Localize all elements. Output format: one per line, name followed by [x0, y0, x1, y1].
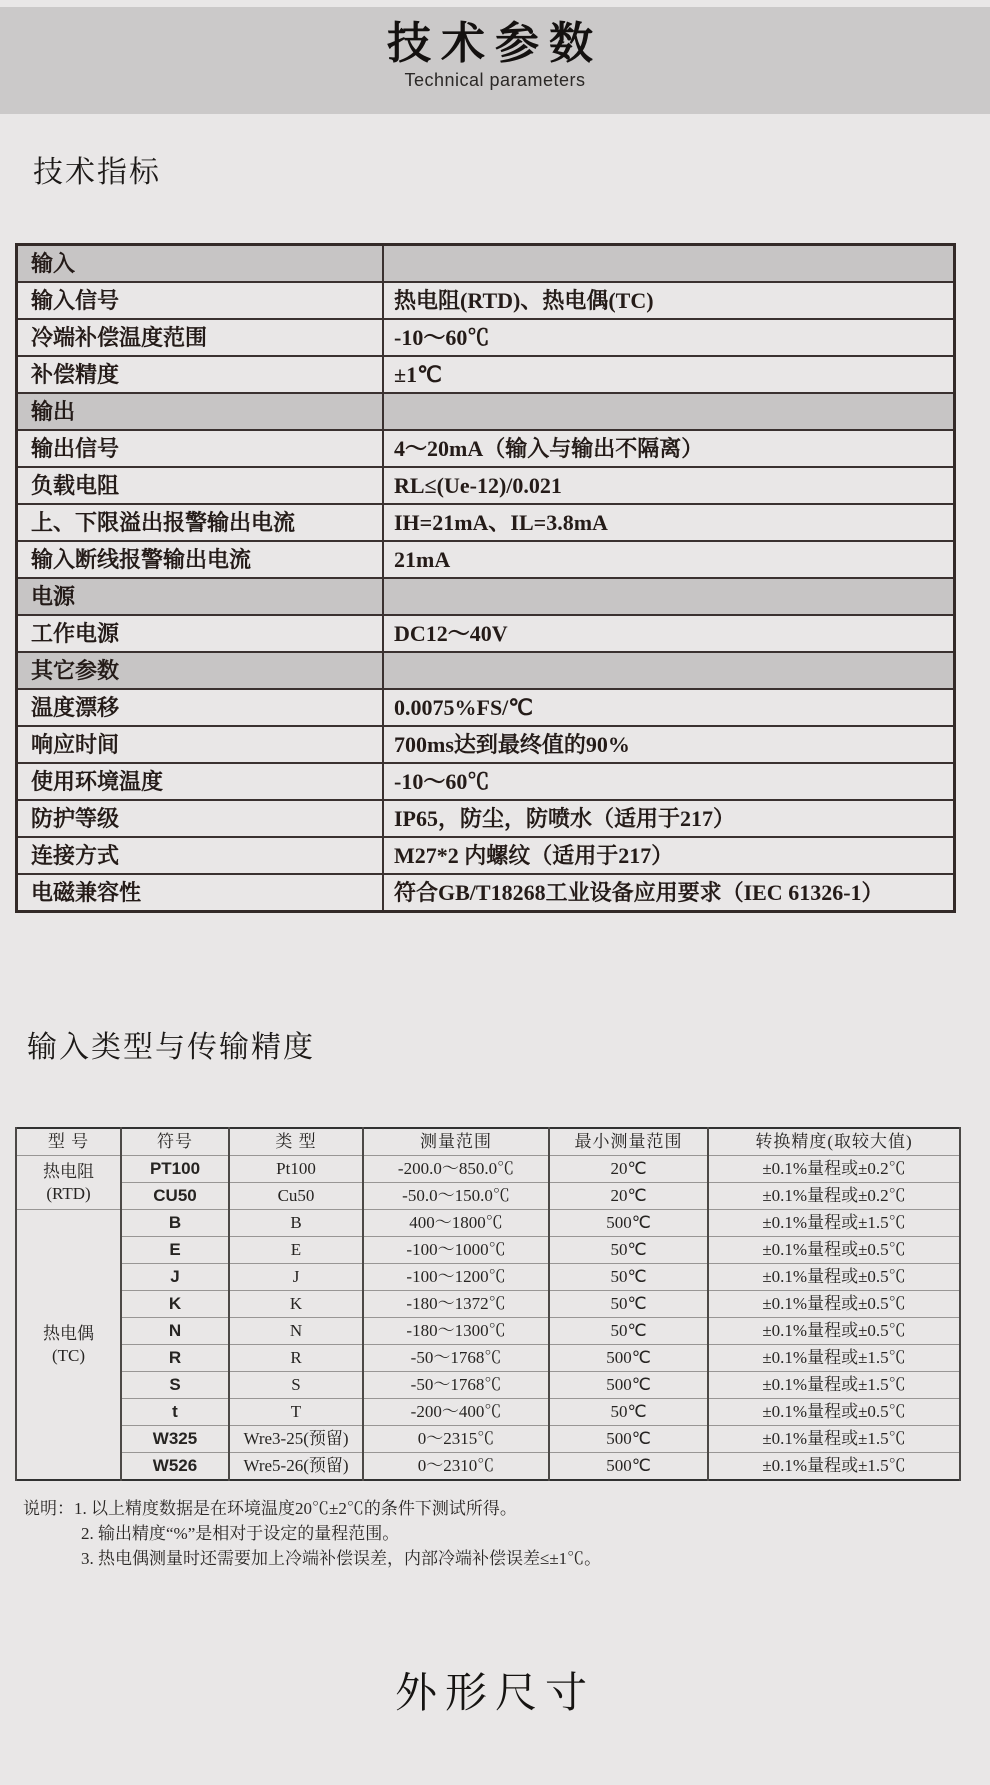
- spec-row: [17, 430, 955, 467]
- accuracy-cell-symbol: J: [121, 1264, 229, 1291]
- accuracy-cell-min: 500℃: [549, 1426, 708, 1453]
- accuracy-cell-acc: ±0.1%量程或±1.5℃: [708, 1453, 960, 1481]
- spec-label: 使用环境温度: [17, 763, 384, 800]
- spec-label: 输入: [17, 245, 384, 283]
- page-title: 技术参数: [387, 19, 603, 68]
- spec-label: 输出信号: [17, 430, 384, 467]
- accuracy-table-body: [16, 1156, 960, 1481]
- accuracy-cell-type: Wre5-26(预留): [229, 1453, 363, 1481]
- accuracy-model-line: (RTD): [46, 1183, 91, 1203]
- spec-row: [17, 467, 955, 504]
- accuracy-cell-range: 0～2315℃: [363, 1426, 549, 1453]
- header-band: [0, 7, 990, 114]
- accuracy-cell-min: 500℃: [549, 1210, 708, 1237]
- accuracy-cell-min: 20℃: [549, 1183, 708, 1210]
- accuracy-cell-range: -180～1372℃: [363, 1291, 549, 1318]
- accuracy-model-line: 热电偶: [43, 1323, 94, 1343]
- accuracy-cell-min: 500℃: [549, 1453, 708, 1481]
- accuracy-header-cell: 转换精度(取较大值): [708, 1128, 960, 1156]
- accuracy-cell-range: -50.0～150.0℃: [363, 1183, 549, 1210]
- accuracy-cell-range: -100～1200℃: [363, 1264, 549, 1291]
- accuracy-cell-symbol: E: [121, 1237, 229, 1264]
- spec-label: 输出: [17, 393, 384, 430]
- input-type-heading: 输入类型与传输精度: [27, 1031, 315, 1064]
- accuracy-cell-type: E: [229, 1237, 363, 1264]
- notes-list: [23, 1496, 973, 1571]
- spec-value: M27*2 内螺纹（适用于217）: [383, 837, 955, 874]
- accuracy-header-cell: 测量范围: [363, 1128, 549, 1156]
- accuracy-cell-min: 50℃: [549, 1237, 708, 1264]
- accuracy-cell-range: -100～1000℃: [363, 1237, 549, 1264]
- note-line: 2. 输出精度“%”是相对于设定的量程范围。: [81, 1524, 400, 1543]
- accuracy-cell-symbol: B: [121, 1210, 229, 1237]
- spec-value: ±1℃: [383, 356, 955, 393]
- accuracy-cell-symbol: S: [121, 1372, 229, 1399]
- spec-row: [17, 504, 955, 541]
- spec-value: [383, 393, 955, 430]
- accuracy-cell-range: -200.0～850.0℃: [363, 1156, 549, 1183]
- spec-label: 其它参数: [17, 652, 384, 689]
- accuracy-row: [16, 1318, 960, 1345]
- spec-value: 0.0075%FS/℃: [383, 689, 955, 726]
- accuracy-header-cell: 型 号: [16, 1128, 121, 1156]
- spec-value: [383, 578, 955, 615]
- spec-row: [17, 356, 955, 393]
- spec-label: 冷端补偿温度范围: [17, 319, 384, 356]
- accuracy-header-cell: 类 型: [229, 1128, 363, 1156]
- accuracy-row: [16, 1183, 960, 1210]
- spec-section-row: [17, 578, 955, 615]
- spec-label: 补偿精度: [17, 356, 384, 393]
- tech-spec-heading: 技术指标: [33, 156, 161, 189]
- spec-label: 电磁兼容性: [17, 874, 384, 912]
- spec-value: IH=21mA、IL=3.8mA: [383, 504, 955, 541]
- accuracy-row: [16, 1210, 960, 1237]
- spec-value: 21mA: [383, 541, 955, 578]
- accuracy-cell-symbol: W526: [121, 1453, 229, 1481]
- spec-row: [17, 800, 955, 837]
- accuracy-table: [15, 1127, 961, 1481]
- spec-row: [17, 615, 955, 652]
- accuracy-model-cell: [16, 1210, 121, 1481]
- accuracy-table-container: [15, 1127, 961, 1481]
- spec-value: [383, 245, 955, 283]
- accuracy-cell-symbol: t: [121, 1399, 229, 1426]
- spec-label: 温度漂移: [17, 689, 384, 726]
- accuracy-cell-symbol: R: [121, 1345, 229, 1372]
- accuracy-cell-acc: ±0.1%量程或±0.5℃: [708, 1291, 960, 1318]
- accuracy-cell-type: Wre3-25(预留): [229, 1426, 363, 1453]
- accuracy-cell-min: 500℃: [549, 1372, 708, 1399]
- accuracy-cell-type: T: [229, 1399, 363, 1426]
- accuracy-cell-range: -200～400℃: [363, 1399, 549, 1426]
- accuracy-row: [16, 1237, 960, 1264]
- accuracy-cell-symbol: N: [121, 1318, 229, 1345]
- accuracy-cell-type: N: [229, 1318, 363, 1345]
- accuracy-cell-type: Cu50: [229, 1183, 363, 1210]
- spec-label: 防护等级: [17, 800, 384, 837]
- accuracy-cell-acc: ±0.1%量程或±1.5℃: [708, 1210, 960, 1237]
- accuracy-cell-acc: ±0.1%量程或±0.5℃: [708, 1264, 960, 1291]
- accuracy-model-cell: [16, 1156, 121, 1210]
- accuracy-header-cell: 符号: [121, 1128, 229, 1156]
- accuracy-cell-acc: ±0.1%量程或±1.5℃: [708, 1426, 960, 1453]
- accuracy-cell-acc: ±0.1%量程或±0.5℃: [708, 1318, 960, 1345]
- spec-row: [17, 282, 955, 319]
- accuracy-cell-acc: ±0.1%量程或±0.5℃: [708, 1237, 960, 1264]
- spec-row: [17, 726, 955, 763]
- accuracy-row: [16, 1372, 960, 1399]
- accuracy-header-cell: 最小测量范围: [549, 1128, 708, 1156]
- page-subtitle: Technical parameters: [404, 70, 586, 90]
- accuracy-cell-min: 20℃: [549, 1156, 708, 1183]
- accuracy-cell-range: -50～1768℃: [363, 1372, 549, 1399]
- accuracy-cell-type: B: [229, 1210, 363, 1237]
- accuracy-header-row: [16, 1128, 960, 1156]
- spec-value: RL≤(Ue-12)/0.021: [383, 467, 955, 504]
- accuracy-cell-type: S: [229, 1372, 363, 1399]
- spec-row: [17, 689, 955, 726]
- spec-table-container: [15, 243, 956, 913]
- spec-value: [383, 652, 955, 689]
- accuracy-cell-min: 50℃: [549, 1318, 708, 1345]
- spec-label: 输入断线报警输出电流: [17, 541, 384, 578]
- accuracy-cell-acc: ±0.1%量程或±0.2℃: [708, 1183, 960, 1210]
- spec-table-body: [17, 245, 955, 912]
- accuracy-row: [16, 1345, 960, 1372]
- spec-label: 连接方式: [17, 837, 384, 874]
- spec-section-row: [17, 393, 955, 430]
- accuracy-cell-range: -50～1768℃: [363, 1345, 549, 1372]
- accuracy-cell-acc: ±0.1%量程或±0.5℃: [708, 1399, 960, 1426]
- spec-value: 热电阻(RTD)、热电偶(TC): [383, 282, 955, 319]
- accuracy-cell-min: 50℃: [549, 1264, 708, 1291]
- accuracy-row: [16, 1291, 960, 1318]
- spec-row: [17, 319, 955, 356]
- spec-row: [17, 837, 955, 874]
- accuracy-model-line: (TC): [51, 1345, 86, 1365]
- spec-value: DC12～40V: [383, 615, 955, 652]
- spec-label: 上、下限溢出报警输出电流: [17, 504, 384, 541]
- spec-row: [17, 874, 955, 912]
- spec-label: 工作电源: [17, 615, 384, 652]
- note-line: 说明：1. 以上精度数据是在环境温度20℃±2℃的条件下测试所得。: [23, 1499, 517, 1518]
- accuracy-cell-range: 400～1800℃: [363, 1210, 549, 1237]
- accuracy-row: [16, 1453, 960, 1481]
- spec-label: 响应时间: [17, 726, 384, 763]
- spec-row: [17, 763, 955, 800]
- accuracy-cell-symbol: W325: [121, 1426, 229, 1453]
- spec-value: -10～60℃: [383, 763, 955, 800]
- accuracy-cell-type: R: [229, 1345, 363, 1372]
- accuracy-cell-range: 0～2310℃: [363, 1453, 549, 1481]
- spec-label: 输入信号: [17, 282, 384, 319]
- spec-value: IP65，防尘，防喷水（适用于217）: [383, 800, 955, 837]
- accuracy-cell-min: 50℃: [549, 1291, 708, 1318]
- accuracy-cell-min: 50℃: [549, 1399, 708, 1426]
- spec-row: [17, 541, 955, 578]
- spec-label: 负载电阻: [17, 467, 384, 504]
- spec-value: -10～60℃: [383, 319, 955, 356]
- spec-section-row: [17, 245, 955, 283]
- accuracy-cell-acc: ±0.1%量程或±0.2℃: [708, 1156, 960, 1183]
- outline-dimensions-heading: 外形尺寸: [394, 1669, 595, 1716]
- accuracy-cell-symbol: CU50: [121, 1183, 229, 1210]
- spec-table: [15, 243, 956, 913]
- accuracy-cell-symbol: K: [121, 1291, 229, 1318]
- accuracy-cell-range: -180～1300℃: [363, 1318, 549, 1345]
- spec-label: 电源: [17, 578, 384, 615]
- accuracy-row: [16, 1426, 960, 1453]
- accuracy-model-line: 热电阻: [43, 1161, 94, 1181]
- accuracy-cell-type: K: [229, 1291, 363, 1318]
- accuracy-row: [16, 1399, 960, 1426]
- spec-value: 700ms达到最终值的90%: [383, 726, 955, 763]
- spec-section-row: [17, 652, 955, 689]
- accuracy-cell-acc: ±0.1%量程或±1.5℃: [708, 1345, 960, 1372]
- accuracy-cell-type: J: [229, 1264, 363, 1291]
- accuracy-cell-min: 500℃: [549, 1345, 708, 1372]
- note-line: 3. 热电偶测量时还需要加上冷端补偿误差，内部冷端补偿误差≤±1℃。: [81, 1549, 602, 1568]
- spec-value: 符合GB/T18268工业设备应用要求（IEC 61326-1）: [383, 874, 955, 912]
- spec-value: 4～20mA（输入与输出不隔离）: [383, 430, 955, 467]
- accuracy-row: [16, 1264, 960, 1291]
- accuracy-cell-symbol: PT100: [121, 1156, 229, 1183]
- accuracy-row: [16, 1156, 960, 1183]
- accuracy-cell-type: Pt100: [229, 1156, 363, 1183]
- accuracy-cell-acc: ±0.1%量程或±1.5℃: [708, 1372, 960, 1399]
